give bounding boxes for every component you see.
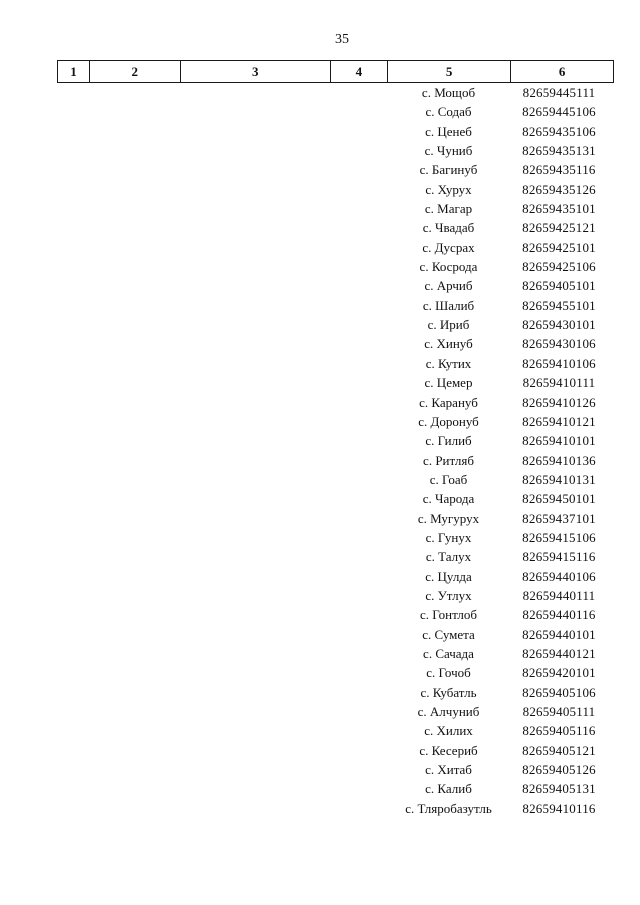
table-row bbox=[0, 160, 640, 179]
settlement-code: 82659440121 bbox=[522, 645, 596, 661]
settlement-name: с. Алчуниб bbox=[417, 704, 480, 719]
table-row bbox=[0, 741, 640, 760]
table-row bbox=[0, 760, 640, 779]
page-number: 35 bbox=[335, 32, 349, 47]
settlement-name: с. Сумета bbox=[422, 626, 475, 642]
table-row bbox=[0, 451, 640, 470]
settlement-name: с. Косрода bbox=[419, 259, 478, 275]
settlement-code: 82659405116 bbox=[522, 723, 596, 739]
settlement-name: с. Гилиб bbox=[425, 433, 472, 449]
settlement-code: 82659405131 bbox=[522, 781, 596, 797]
settlement-code: 82659425121 bbox=[522, 220, 596, 236]
settlement-code: 82659455101 bbox=[522, 297, 596, 313]
settlement-code: 82659430101 bbox=[522, 317, 596, 333]
settlement-name: с. Магар bbox=[424, 201, 473, 217]
settlement-name: с. Кесериб bbox=[419, 742, 478, 758]
table-row bbox=[0, 393, 640, 412]
settlement-name: с. Цулда bbox=[425, 568, 472, 584]
settlement-name: с. Карануб bbox=[419, 394, 478, 410]
settlement-name: с. Кутих bbox=[425, 355, 472, 371]
table-row bbox=[0, 238, 640, 257]
table-row bbox=[0, 373, 640, 392]
settlement-code: 82659410136 bbox=[522, 452, 596, 468]
table-row bbox=[0, 354, 640, 373]
table-row bbox=[0, 315, 640, 334]
settlement-name: с. Шалиб bbox=[422, 297, 475, 313]
settlement-name: с. Ритляб bbox=[423, 452, 474, 468]
table-row bbox=[0, 276, 640, 295]
settlement-name: с. Чвадаб bbox=[422, 220, 475, 236]
settlement-code: 82659410116 bbox=[522, 800, 596, 816]
settlement-name: с. Тляробазутль bbox=[405, 800, 492, 816]
settlement-code: 82659405101 bbox=[522, 278, 596, 294]
table-row bbox=[0, 470, 640, 489]
settlement-code: 82659437101 bbox=[522, 510, 596, 526]
table-row bbox=[0, 567, 640, 586]
settlement-code: 82659425106 bbox=[522, 259, 596, 275]
table-row bbox=[0, 334, 640, 353]
table-row bbox=[0, 702, 640, 721]
table-row bbox=[0, 683, 640, 702]
table-row bbox=[0, 625, 640, 644]
settlement-code: 82659445106 bbox=[522, 104, 596, 120]
settlement-code: 82659420101 bbox=[522, 665, 596, 681]
settlement-name: с. Хурух bbox=[425, 181, 472, 197]
settlement-name: с. Цемер bbox=[424, 375, 473, 391]
table-row bbox=[0, 721, 640, 740]
column-header-2: 2 bbox=[90, 61, 181, 82]
settlement-code: 82659435131 bbox=[522, 143, 596, 159]
settlement-code: 82659435101 bbox=[522, 201, 596, 217]
settlement-code: 82659425101 bbox=[522, 239, 596, 255]
settlement-code: 82659405121 bbox=[522, 742, 596, 758]
settlement-name: с. Утлух bbox=[425, 587, 472, 603]
column-header-6: 6 bbox=[558, 63, 566, 79]
settlement-name: с. Кубатль bbox=[420, 684, 477, 700]
settlement-name: с. Хитаб bbox=[425, 762, 472, 778]
table-row bbox=[0, 663, 640, 682]
table-row bbox=[0, 412, 640, 431]
settlement-name: с. Доронуб bbox=[418, 413, 479, 429]
settlement-name: с. Калиб bbox=[425, 781, 472, 797]
settlement-name: с. Сачада bbox=[423, 645, 474, 661]
table-row bbox=[0, 296, 640, 315]
settlement-code: 82659410131 bbox=[522, 471, 596, 487]
settlement-code: 82659435126 bbox=[522, 181, 596, 197]
settlement-code: 82659415116 bbox=[522, 549, 596, 565]
settlement-name: с. Ириб bbox=[427, 317, 470, 333]
table-body bbox=[0, 83, 640, 818]
settlement-name: с. Мугурух bbox=[417, 510, 480, 526]
settlement-name: с. Гунух bbox=[425, 529, 472, 545]
settlement-code: 82659405126 bbox=[522, 762, 596, 778]
settlement-code: 82659430106 bbox=[522, 336, 596, 352]
settlement-code: 82659440106 bbox=[522, 568, 596, 584]
settlement-code: 82659410121 bbox=[522, 413, 596, 429]
table-row bbox=[0, 83, 640, 102]
settlement-name: с. Дусрах bbox=[422, 239, 475, 255]
table-row bbox=[0, 431, 640, 450]
settlement-code: 82659405106 bbox=[522, 684, 596, 700]
settlement-code: 82659440116 bbox=[522, 607, 596, 623]
settlement-name: с. Содаб bbox=[425, 104, 472, 120]
settlement-name: с. Мощоб bbox=[421, 85, 476, 100]
settlement-code: 82659440101 bbox=[522, 626, 596, 642]
settlement-name: с. Гоаб bbox=[429, 471, 468, 487]
settlement-name: с. Арчиб bbox=[424, 278, 473, 294]
table-row bbox=[0, 199, 640, 218]
settlement-code: 82659435106 bbox=[522, 123, 596, 139]
settlement-code: 82659410106 bbox=[522, 355, 596, 371]
table-row bbox=[0, 586, 640, 605]
settlement-name: с. Чуниб bbox=[424, 143, 473, 159]
settlement-code: 82659440111 bbox=[522, 587, 596, 603]
settlement-name: с. Гонтлоб bbox=[419, 607, 478, 623]
column-header-3: 3 bbox=[181, 61, 331, 82]
table-row bbox=[0, 528, 640, 547]
settlement-code: 82659450101 bbox=[522, 491, 596, 507]
table-row bbox=[0, 605, 640, 624]
settlement-name: с. Чарода bbox=[422, 491, 475, 507]
settlement-name: с. Талух bbox=[425, 549, 472, 565]
table-row bbox=[0, 102, 640, 121]
settlement-name: с. Хинуб bbox=[424, 336, 473, 352]
table-row bbox=[0, 180, 640, 199]
settlement-code: 82659410126 bbox=[522, 394, 596, 410]
column-header-5: 5 bbox=[388, 61, 512, 82]
table-row bbox=[0, 141, 640, 160]
table-row bbox=[0, 547, 640, 566]
table-row bbox=[0, 644, 640, 663]
table-row bbox=[0, 218, 640, 237]
table-row bbox=[0, 122, 640, 141]
column-header-4: 4 bbox=[331, 61, 388, 82]
settlement-code: 82659405111 bbox=[522, 704, 596, 719]
table-row bbox=[0, 509, 640, 528]
settlement-code: 82659435116 bbox=[522, 162, 596, 178]
settlement-code: 82659410101 bbox=[522, 433, 596, 449]
table-row bbox=[0, 799, 640, 818]
settlement-name: с. Багинуб bbox=[419, 162, 478, 178]
table-row bbox=[0, 489, 640, 508]
settlement-name: с. Ценеб bbox=[425, 123, 472, 139]
table-header bbox=[57, 60, 614, 83]
table-row bbox=[0, 779, 640, 798]
column-header-1: 1 bbox=[58, 61, 90, 82]
settlement-code: 82659445111 bbox=[522, 85, 596, 100]
settlement-code: 82659410111 bbox=[522, 375, 596, 391]
table-row bbox=[0, 257, 640, 276]
settlement-name: с. Гочоб bbox=[426, 665, 471, 681]
settlement-code: 82659415106 bbox=[522, 529, 596, 545]
settlement-name: с. Хилих bbox=[424, 723, 473, 739]
